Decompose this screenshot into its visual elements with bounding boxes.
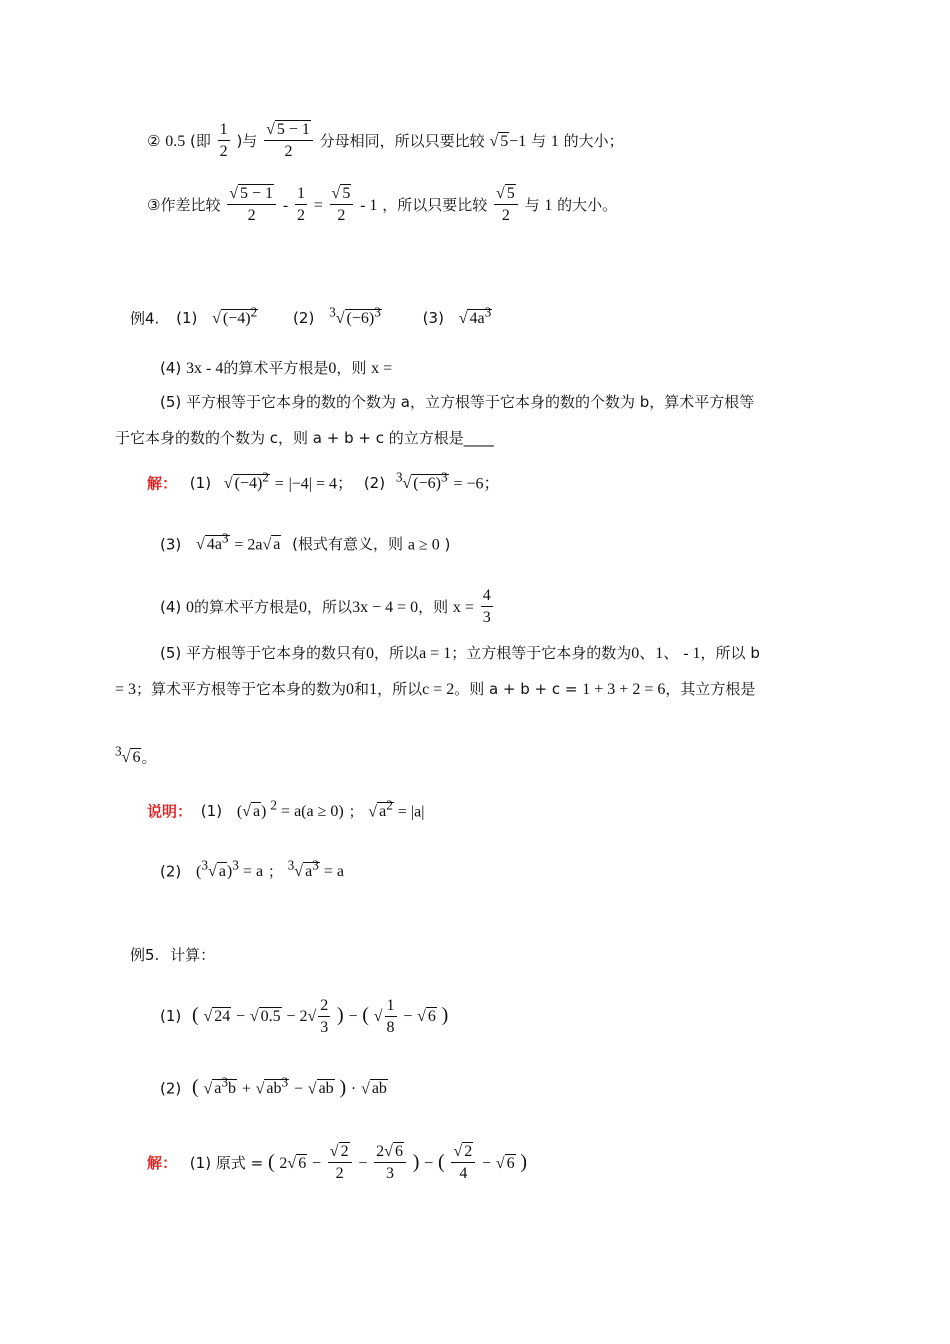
math-expr: c = 2: [422, 681, 455, 698]
example-label: 例5.: [130, 946, 160, 964]
math-value: 1: [544, 197, 553, 214]
text: 分母相同，所以只要比较: [319, 132, 485, 150]
solution-5-line-1: [147, 1142, 527, 1185]
math-sqrt-ab: √ ab: [307, 1080, 334, 1098]
math-sqrt5-minus1: √ 5−1: [489, 133, 527, 150]
math-sqrt-a-squared-identity: (√ a) $^2$ = a(a ≥ 0): [236, 798, 344, 821]
math-cuberoot-neg6-cubed: $^3$√ $(-6)^3$: [395, 470, 448, 493]
math-sqrt-a: √ a: [262, 536, 281, 554]
dot-operator: ·: [350, 1080, 357, 1098]
minus-one: - 1: [360, 197, 378, 214]
line-comparison-3: [147, 184, 617, 227]
math-expr: |−4| = 4；: [288, 475, 354, 493]
text: ，所以: [307, 598, 353, 616]
math-sqrt-6: √ 6: [495, 1155, 515, 1172]
math-sqrt-neg4-squared: √ $(-4)^2$: [212, 305, 258, 328]
text: ，所以 b: [700, 644, 760, 662]
paren-open: (: [192, 1076, 199, 1099]
math-sqrt-neg4-squared: √ $(-4)^2$: [223, 470, 269, 493]
text: (根式有意义，则: [292, 535, 404, 554]
math-value: 0: [299, 599, 308, 616]
text: 与: [531, 132, 547, 150]
math-expr: a ≥ 0: [407, 536, 440, 554]
fraction-sqrt5-minus1-over2: $\frac{√ 5 - 1}{2}$: [227, 184, 276, 227]
math-sqrt-a2-abs: √ $a^2 = |a|$: [368, 798, 425, 821]
text: ，则: [336, 359, 367, 377]
text: 与: [524, 196, 540, 214]
math-cuberoot-a-cubed-identity: ($^3$√ a)$^3$ = a: [196, 858, 264, 881]
note-label: 说明：: [147, 802, 193, 821]
item-number: (2): [363, 474, 386, 493]
fraction-one-half: $\frac{1}{2}$: [296, 185, 305, 224]
text: 平方根等于它本身的数只有: [186, 644, 367, 662]
math-sqrt-0-5: √ 0.5: [249, 1008, 281, 1026]
minus-sign: −: [424, 1155, 434, 1172]
math-expr: = 3: [115, 681, 137, 698]
fraction-one-half: $\frac{1}{2}$: [219, 121, 228, 160]
text: 。则 a + b + c =: [454, 680, 578, 698]
solution-line-5b: [115, 679, 755, 700]
math-expr: 0、1、 - 1: [631, 645, 701, 662]
text: ，则: [418, 598, 449, 616]
text: ；: [267, 862, 283, 881]
math-expr: = −6；: [453, 475, 500, 493]
minus-sign: −: [311, 1155, 321, 1172]
fraction-sqrt2-over4: $\frac{√ 2}{4}$: [451, 1142, 475, 1185]
fraction-four-thirds: $\frac{4}{3}$: [482, 587, 491, 626]
text: 原式 =: [215, 1154, 264, 1172]
math-expr: 1 + 3 + 2 = 6: [582, 681, 666, 698]
note-line-1: [147, 796, 424, 822]
paren-close: ): [337, 1004, 344, 1027]
minus-sign: -: [282, 197, 289, 214]
text: (即: [190, 132, 211, 150]
math-value: 1: [369, 681, 378, 698]
item-number: (5): [160, 644, 182, 662]
fraction-sqrt5-over2: $\frac{√ 5}{2}$: [330, 184, 354, 227]
math-value: 0: [346, 681, 355, 698]
item-number: (1): [189, 1154, 212, 1172]
example-5-item-2: [160, 1073, 388, 1099]
example-5-item-1: [160, 996, 448, 1039]
math-expr: x =: [452, 599, 474, 616]
math-sqrt-frac: √ $\frac{1}{8}$: [373, 997, 395, 1036]
item-number: (2): [160, 1079, 182, 1098]
example-label: 例4.: [130, 309, 160, 328]
item-number: (1): [200, 802, 223, 821]
math-expr: x =: [371, 360, 393, 377]
text: ，所以: [374, 644, 420, 662]
item-number: (4): [160, 598, 182, 616]
math-cuberoot-neg6-cubed: $^3$√ $(-6)^3$: [329, 305, 381, 328]
math-expr: a = 1: [419, 645, 452, 662]
item-number: (2): [293, 309, 315, 328]
solution-label: 解：: [147, 474, 178, 493]
text: ；算术平方根等于它本身的数为: [136, 680, 347, 698]
item-number: (1): [189, 474, 212, 493]
paren-close: ): [520, 1151, 528, 1173]
paren-open: (: [437, 1151, 445, 1173]
fraction-sqrt2-over2: $\frac{√ 2}{2}$: [328, 1142, 352, 1185]
text: ；立方根等于它本身的数为: [451, 644, 632, 662]
math-cuberoot-6: $^3$√ 6: [115, 744, 141, 767]
math-sqrt-6: √ 6: [417, 1008, 436, 1026]
math-sqrt-ab: √ ab: [361, 1080, 387, 1098]
plus-sign: +: [241, 1080, 251, 1098]
minus-sign: −: [358, 1155, 368, 1172]
fraction-sqrt5-over2: $\frac{√ 5}{2}$: [494, 184, 518, 227]
text: ，所以只要比较: [382, 196, 488, 214]
example-5-header: [130, 945, 215, 965]
text: )与: [236, 132, 258, 150]
text: 计算：: [170, 946, 216, 964]
paren-open: (: [362, 1004, 369, 1027]
text: 于它本身的数的个数为 c，则 a + b + c 的立方根是____: [115, 429, 494, 447]
math-value: 1: [550, 133, 559, 150]
math-sqrt-24: √ 24: [203, 1008, 231, 1026]
math-sqrt-ab3: √ $ab^3$: [255, 1075, 289, 1098]
math-sqrt-a3b: √ $a^3b$: [203, 1075, 237, 1098]
solution-line-3: [160, 529, 450, 555]
item-number: (1): [160, 1007, 182, 1026]
example-4-item-5-line2: [115, 428, 494, 448]
solution-line-5a: [160, 643, 760, 664]
text: 的大小。: [557, 196, 618, 214]
item-number: (1): [176, 309, 198, 328]
paren-open: (: [192, 1004, 199, 1027]
math-2sqrt6: 2√ 6: [279, 1155, 307, 1172]
text: ，所以: [377, 680, 423, 698]
solution-line-1: [147, 468, 500, 494]
text: 。: [141, 748, 157, 767]
note-line-2: [160, 856, 344, 882]
math-expr: = 2a: [234, 536, 263, 554]
text: 的算术平方根是: [194, 598, 300, 616]
paren-close: ): [412, 1151, 420, 1173]
paren-open: (: [267, 1151, 275, 1173]
item-number: (5): [160, 393, 182, 411]
minus-sign: −: [482, 1155, 492, 1172]
math-expr: 3x - 4: [186, 360, 224, 377]
math-expr: 3x − 4 = 0: [352, 599, 419, 616]
example-4-item-4: [160, 358, 392, 379]
text: 的大小；: [563, 132, 624, 150]
equals-sign: =: [274, 475, 284, 493]
math-sqrt-4a-cubed: √ $4a^3$: [196, 531, 229, 554]
text: ，其立方根是: [665, 680, 756, 698]
minus-sign: −: [403, 1008, 413, 1026]
solution-label: 解：: [147, 1154, 178, 1172]
math-value: 0: [328, 360, 337, 377]
paren-close: ): [339, 1076, 347, 1099]
math-sqrt-4a-cubed: √ $4a^3$: [458, 305, 492, 328]
solution-line-5c: [115, 742, 156, 768]
minus-sign: −: [236, 1008, 246, 1026]
math-cuberoot-a3: $^3$√ $a^3 = a$: [287, 858, 344, 881]
equals-sign: =: [313, 197, 323, 214]
example-4-header: [130, 303, 492, 329]
math-sqrt-frac: √ $\frac{2}{3}$: [307, 997, 329, 1036]
text: ③作差比较: [147, 196, 221, 214]
item-number: (4): [160, 359, 182, 377]
line-comparison-2: [147, 120, 624, 163]
text: 和: [354, 680, 370, 698]
math-value: 0: [186, 599, 195, 616]
text: 的算术平方根是: [223, 359, 329, 377]
example-4-item-5-line1: [160, 392, 754, 412]
minus-sign: −: [293, 1080, 304, 1098]
item-number: (2): [160, 862, 182, 881]
paren-close: ): [441, 1004, 449, 1027]
fraction-sqrt5-minus1-over2: $\frac{√ 5 - 1}{2}$: [264, 120, 313, 163]
math-value: 0.5: [165, 133, 186, 150]
math-value: 0: [366, 645, 375, 662]
text: ): [444, 535, 451, 554]
minus-sign: −: [348, 1008, 358, 1026]
text: ；: [348, 802, 364, 821]
item-number: (3): [160, 535, 182, 554]
math-expr: − 2: [286, 1008, 308, 1026]
text: 平方根等于它本身的数的个数为 a，立方根等于它本身的数的个数为 b，算术平方根等: [186, 393, 755, 411]
fraction-2sqrt6-over3: $\frac{2√ 6}{3}$: [374, 1142, 406, 1185]
item-number: (3): [422, 309, 444, 328]
solution-line-4: [160, 586, 495, 629]
circled-number: ②: [147, 132, 161, 150]
